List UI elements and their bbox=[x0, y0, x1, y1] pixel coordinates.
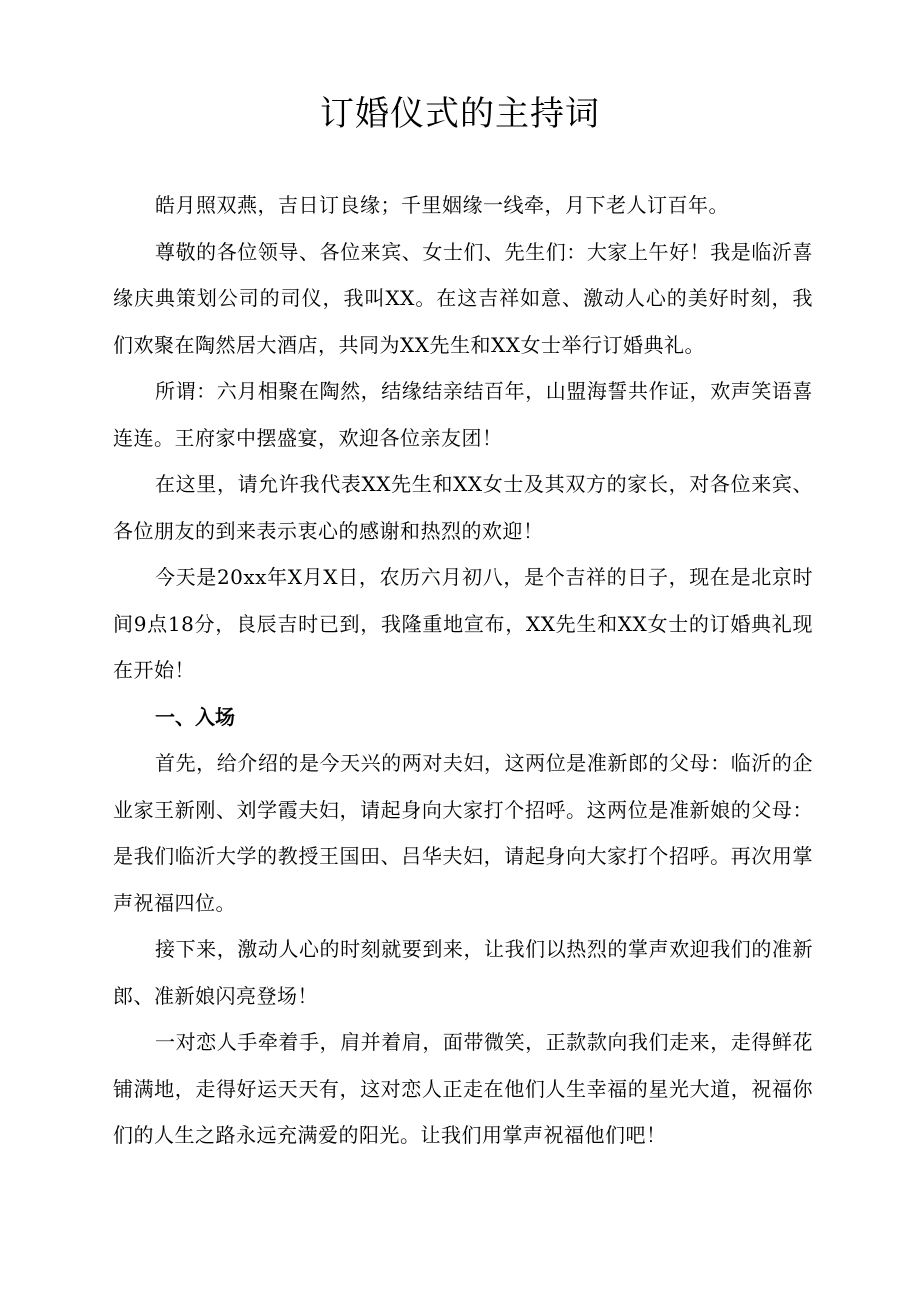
document-body bbox=[113, 182, 813, 1159]
page-title: 订婚仪式的主持词 bbox=[320, 94, 600, 134]
paragraph-announcement: 今天是20xx年X月X日，农历六月初八，是个吉祥的日子，现在是北京时间9点18分，良辰吉时已到，我隆重地宣布，XX先生和XX女士的订婚典礼现在开始！ bbox=[113, 565, 813, 682]
paragraph-greeting: 尊敬的各位领导、各位来宾、女士们、先生们：大家上午好！我是临沂喜缘庆典策划公司的司仪，我叫XX。在这吉祥如意、激动人心的美好时刻，我们欢聚在陶然居大酒店，共同为XX先生和XX女士举行订婚典礼。 bbox=[113, 239, 813, 357]
paragraph-couple-entrance: 接下来，激动人心的时刻就要到来，让我们以热烈的掌声欢迎我们的准新郎、准新娘闪亮登场！ bbox=[113, 937, 813, 1008]
paragraph-opening-couplet: 皓月照双燕，吉日订良缘；千里姻缘一线牵，月下老人订百年。 bbox=[155, 193, 729, 217]
paragraph-parents-intro: 首先，给介绍的是今天兴的两对夫妇，这两位是准新郎的父母：临沂的企业家王新刚、刘学霞夫妇，请起身向大家打个招呼。这两位是准新娘的父母：是我们临沂大学的教授王国田、吕华夫妇，请起身向大家打个招呼。再次用掌声祝福四位。 bbox=[113, 751, 813, 915]
section-heading-entrance: 一、入场 bbox=[155, 704, 235, 729]
paragraph-blessing: 一对恋人手牵着手，肩并着肩，面带微笑，正款款向我们走来，走得鲜花铺满地，走得好运天天有，这对恋人正走在他们人生幸福的星光大道，祝福你们的人生之路永远充满爱的阳光。让我们用掌声祝福他们吧！ bbox=[113, 1030, 813, 1147]
paragraph-verse: 所谓：六月相聚在陶然，结缘结亲结百年，山盟海誓共作证，欢声笑语喜连连。王府家中摆盛宴，欢迎各位亲友团！ bbox=[113, 379, 813, 450]
paragraph-thanks: 在这里，请允许我代表XX先生和XX女士及其双方的家长，对各位来宾、各位朋友的到来表示衷心的感谢和热烈的欢迎！ bbox=[113, 472, 813, 543]
